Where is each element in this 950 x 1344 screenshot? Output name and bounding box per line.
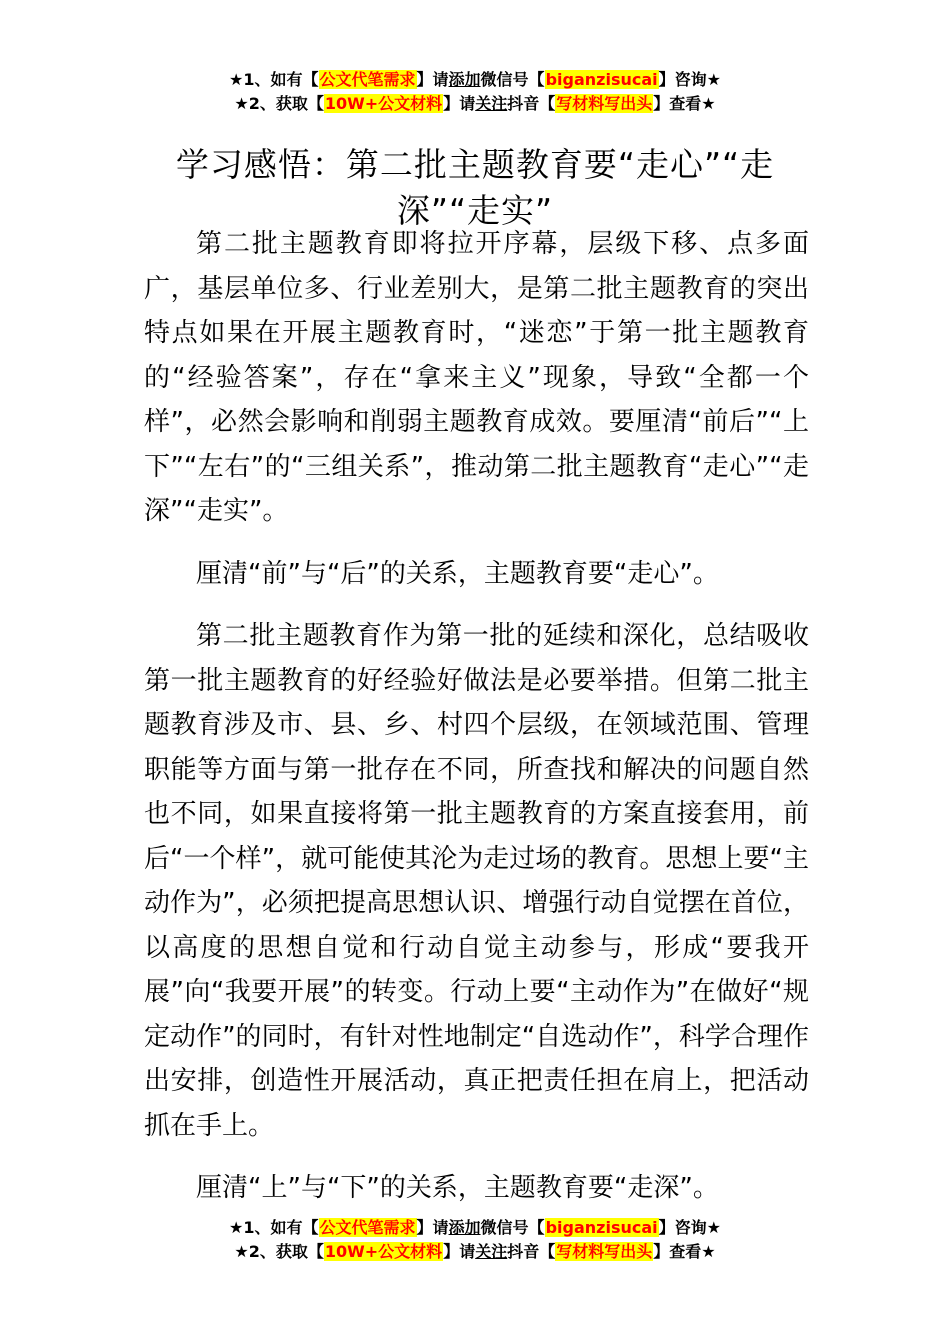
paragraph-section-1: 第二批主题教育作为第一批的延续和深化，总结吸收第一批主题教育的好经验好做法是必要举措。但第二批主题教育涉及市、县、乡、村四个层级，在领域范围、管理职能等方面与第一批存在不同，所查找和解决的问题自然也不同，如果直接将第一批主题教育的方案直接套用，前后“一个样”，就可能使其沦为走过场的教育。思想上要“主动作为”，必须把提高思想认识、增强行动自觉摆在首位，以高度的思想自觉和行动自觉主动参与，形成“要我开展”向“我要开展”的转变。行动上要“主动作为”在做好“规定动作”的同时，有针对性地制定“自选动作”，科学合理作出安排，创造性开展活动，真正把责任担在肩上，把活动抓在手上。 — [144, 621, 809, 1141]
banner-text: 】咨询★ — [658, 1218, 721, 1237]
top-banner — [0, 68, 950, 116]
banner-line-2 — [0, 92, 950, 116]
banner-text: 抖音【 — [507, 1242, 556, 1261]
banner-text: 】查看★ — [653, 1242, 716, 1261]
highlight-materials: 10W+公文材料 — [324, 94, 443, 113]
banner-text: 】咨询★ — [658, 70, 721, 89]
section-heading-1: 厘清“前”与“后”的关系，主题教育要“走心”。 — [196, 558, 719, 589]
highlight-douyin-name: 写材料写出头 — [556, 94, 653, 113]
document-body — [144, 222, 809, 1229]
banner-text: ★1、如有【 — [229, 70, 319, 89]
highlight-service: 公文代笔需求 — [319, 70, 416, 89]
banner-text: 】请 — [443, 94, 476, 113]
banner-text: 】请 — [416, 70, 449, 89]
section-heading-2: 厘清“上”与“下”的关系，主题教育要“走深”。 — [196, 1173, 719, 1203]
banner-underlined-text: 关注 — [475, 1242, 508, 1261]
highlight-service: 公文代笔需求 — [319, 1218, 416, 1237]
banner-line-1 — [0, 68, 950, 92]
banner-text: 】查看★ — [653, 94, 716, 113]
banner-underlined-text: 关注 — [475, 94, 508, 113]
banner-text: ★2、获取【 — [234, 94, 324, 113]
paragraph-intro: 第二批主题教育即将拉开序幕，层级下移、点多面广，基层单位多、行业差别大，是第二批主题教育的突出特点如果在开展主题教育时，“迷恋”于第一批主题教育的“经验答案”，存在“拿来主义”现象，导致“全都一个样”，必然会影响和削弱主题教育成效。要厘清“前后”“上下”“左右”的“三组关系”，推动第二批主题教育“走心”“走深”“走实”。 — [144, 229, 809, 526]
banner-line-1 — [0, 1216, 950, 1240]
banner-underlined-text: 添加 — [448, 1218, 481, 1237]
banner-text: ★1、如有【 — [229, 1218, 319, 1237]
document-title: 学习感悟：第二批主题教育要“走心”“走深”“走实” — [175, 145, 775, 231]
highlight-wechat-id: biganzisucai — [545, 70, 658, 89]
banner-text: 】请 — [443, 1242, 476, 1261]
banner-text: 抖音【 — [507, 94, 556, 113]
highlight-douyin-name: 写材料写出头 — [556, 1242, 653, 1261]
banner-underlined-text: 添加 — [448, 70, 481, 89]
banner-text: 微信号【 — [480, 1218, 545, 1237]
bottom-banner — [0, 1216, 950, 1264]
highlight-wechat-id: biganzisucai — [545, 1218, 658, 1237]
banner-text: ★2、获取【 — [234, 1242, 324, 1261]
banner-line-2 — [0, 1240, 950, 1264]
highlight-materials: 10W+公文材料 — [324, 1242, 443, 1261]
banner-text: 】请 — [416, 1218, 449, 1237]
banner-text: 微信号【 — [480, 70, 545, 89]
